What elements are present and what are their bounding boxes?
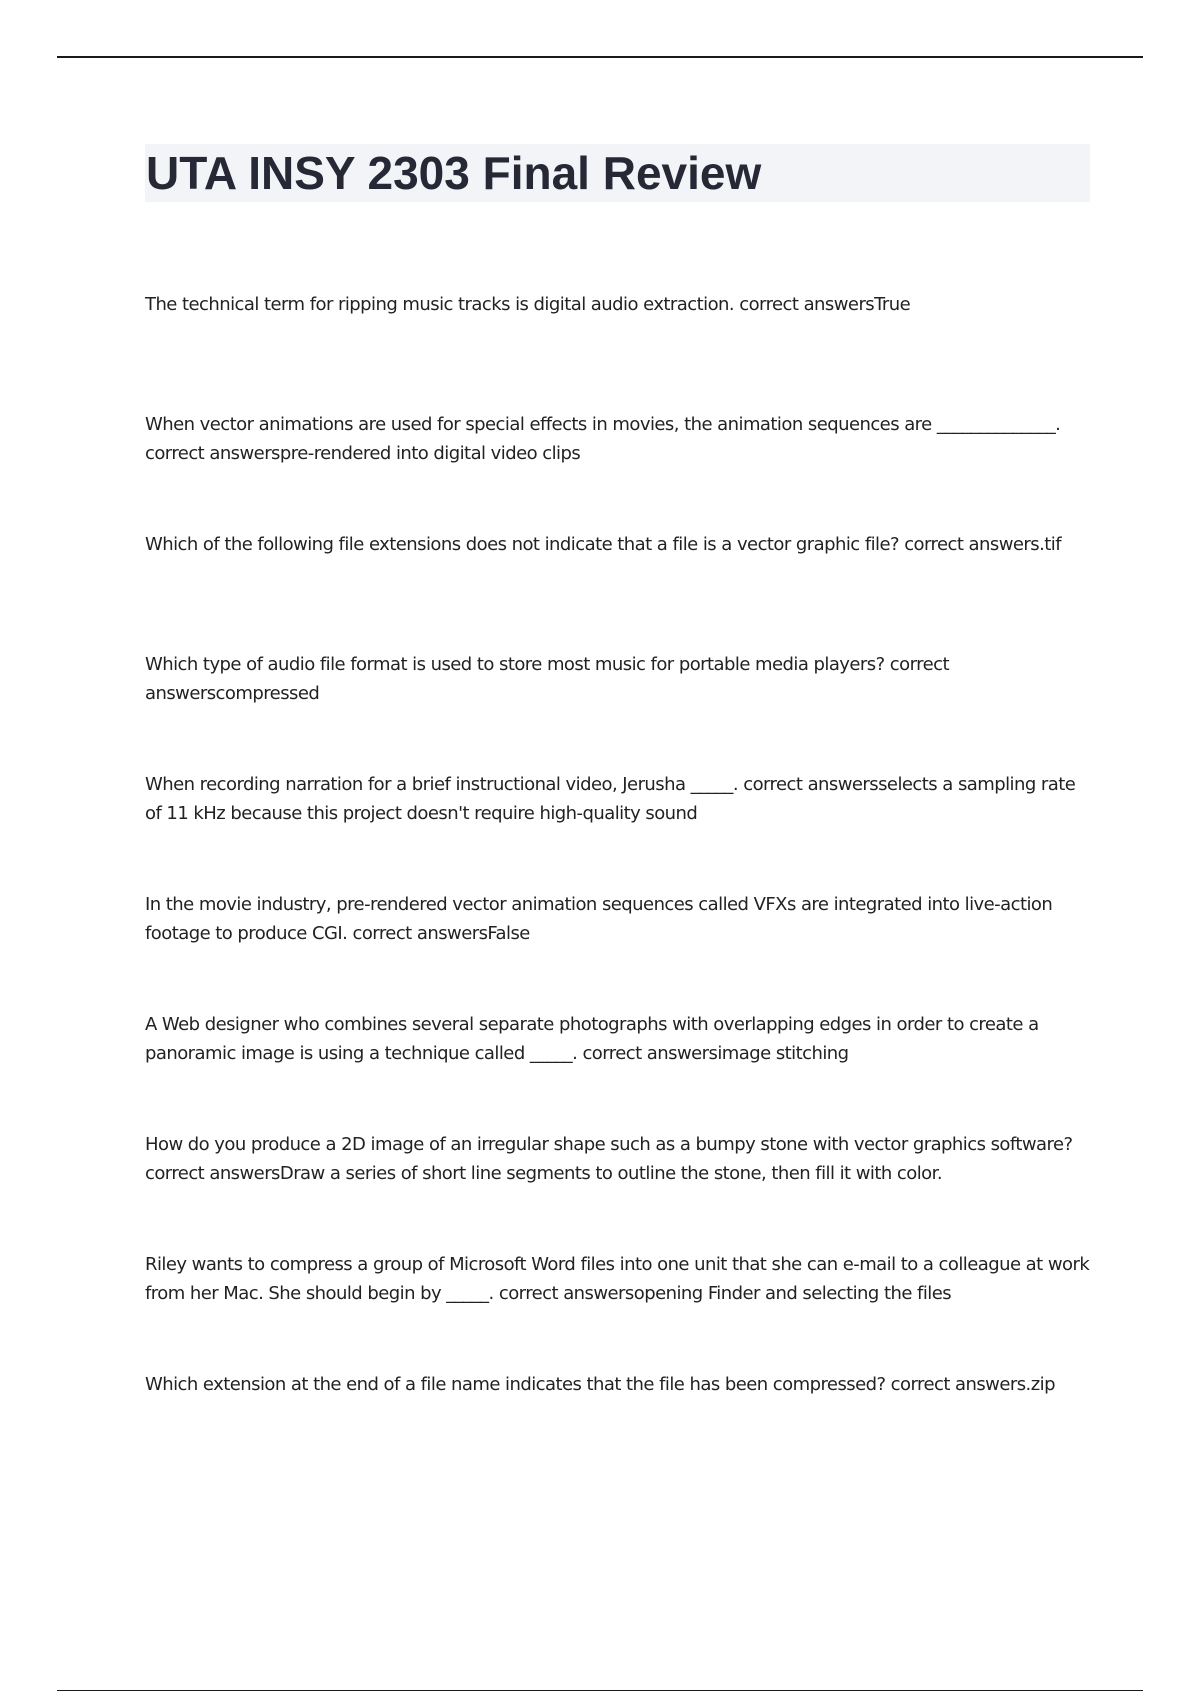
question-answer-text: How do you produce a 2D image of an irregular shape such as a bumpy stone with vector graphics software? correct answersDraw a series of short line segments to outline the stone, then fill it with color. — [145, 1134, 1073, 1184]
question-answer-item-1 — [145, 290, 1090, 410]
question-answer-list — [145, 290, 1090, 1490]
question-answer-item-7 — [145, 1010, 1090, 1130]
question-answer-item-9 — [145, 1250, 1090, 1370]
question-answer-item-2 — [145, 410, 1090, 530]
top-divider — [57, 56, 1143, 58]
question-answer-item-10 — [145, 1370, 1090, 1490]
document-title: UTA INSY 2303 Final Review — [146, 147, 762, 199]
question-answer-text: When recording narration for a brief instructional video, Jerusha _____. correct answersselects a sampling rate of 11 kHz because this project doesn't require high-quality sound — [145, 774, 1076, 824]
question-answer-text: When vector animations are used for special effects in movies, the animation sequences are ______________. correct answerspre-rendered into digital video clips — [145, 414, 1061, 464]
question-answer-text: The technical term for ripping music tracks is digital audio extraction. correct answersTrue — [145, 294, 911, 315]
question-answer-text: Which extension at the end of a file name indicates that the file has been compressed? correct answers.zip — [145, 1374, 1055, 1395]
question-answer-text: Which type of audio file format is used to store most music for portable media players? correct answerscompressed — [145, 654, 949, 704]
question-answer-text: In the movie industry, pre-rendered vector animation sequences called VFXs are integrated into live-action footage to produce CGI. correct answersFalse — [145, 894, 1053, 944]
question-answer-item-6 — [145, 890, 1090, 1010]
question-answer-text: Riley wants to compress a group of Microsoft Word files into one unit that she can e-mail to a colleague at work from her Mac. She should begin by _____. correct answersopening Finder and selecting the files — [145, 1254, 1090, 1304]
question-answer-text: Which of the following file extensions does not indicate that a file is a vector graphic file? correct answers.tif — [145, 534, 1062, 555]
question-answer-text: A Web designer who combines several separate photographs with overlapping edges in order to create a panoramic image is using a technique called _____. correct answersimage stitching — [145, 1014, 1039, 1064]
bottom-divider — [57, 1690, 1143, 1691]
question-answer-item-8 — [145, 1130, 1090, 1250]
question-answer-item-5 — [145, 770, 1090, 890]
question-answer-item-3 — [145, 530, 1090, 650]
question-answer-item-4 — [145, 650, 1090, 770]
